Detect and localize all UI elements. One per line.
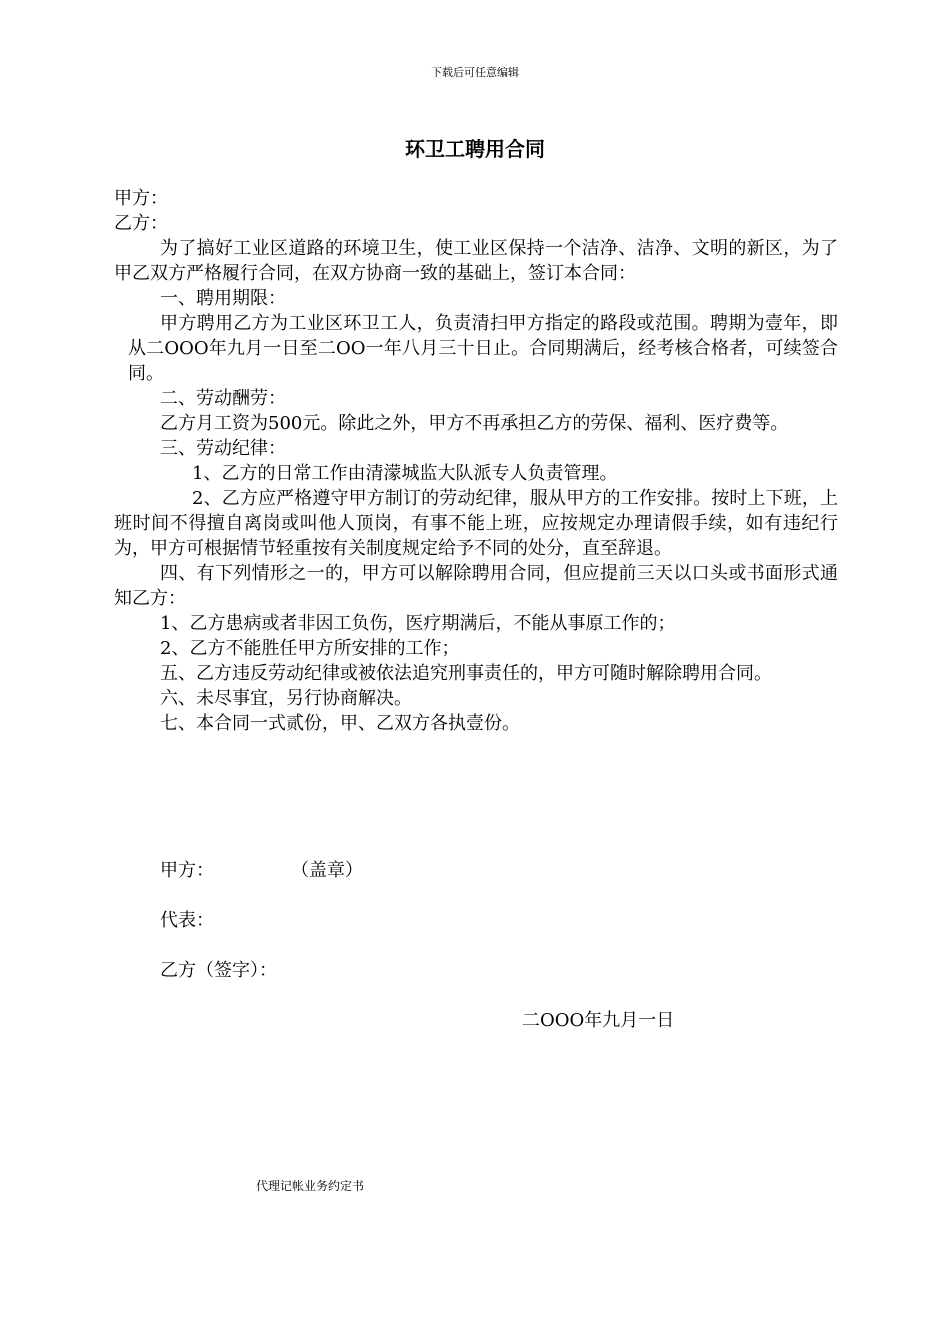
seal-note: （盖章） (300, 860, 363, 881)
section4-item1: 1、乙方患病或者非因工负伤，医疗期满后，不能从事原工作的； (160, 613, 676, 634)
section6-paragraph: 六、未尽事宜，另行协商解决。 (160, 688, 412, 709)
section3-item2: 2、乙方应严格遵守甲方制订的劳动纪律，服从甲方的工作安排。按时上下班，上班时间不得擅自离岗或叫他人顶岗，有事不能上班，应按规定办理请假手续，如有违纪行为，甲方可根据情节轻重按有关制度规定给予不同的处分，直至辞退。 (114, 488, 838, 559)
party-b-line: 乙方： (114, 213, 168, 234)
party-a-line: 甲方： (114, 188, 168, 209)
section5-paragraph: 五、乙方违反劳动纪律或被依法追究刑事责任的，甲方可随时解除聘用合同。 (160, 663, 772, 684)
document-title: 环卫工聘用合同 (405, 137, 545, 161)
section4-heading: 四、有下列情形之一的，甲方可以解除聘用合同，但应提前三天以口头或书面形式通知乙方： (114, 563, 838, 609)
footer-note: 代理记帐业务约定书 (256, 1179, 365, 1193)
section1-heading: 一、聘用期限： (160, 288, 286, 309)
party-b-signature-line: 乙方（签字）： (160, 960, 277, 981)
party-a-signature-label: 甲方： (160, 860, 214, 881)
section2-body: 乙方月工资为500元。除此之外，甲方不再承担乙方的劳保、福利、医疗费等。 (160, 413, 789, 434)
party-a-signature-line (160, 858, 363, 883)
signing-date: 二OOO年九月一日 (522, 1010, 675, 1031)
section2-heading: 二、劳动酬劳： (160, 388, 286, 409)
section3-heading: 三、劳动纪律： (160, 438, 286, 459)
section4-item2: 2、乙方不能胜任甲方所安排的工作； (160, 638, 460, 659)
section1-body: 甲方聘用乙方为工业区环卫工人，负责清扫甲方指定的路段或范围。聘期为壹年，即从二OOO年九月一日至二OO一年八月三十日止。合同期满后，经考核合格者，可续签合同。 (128, 313, 838, 384)
contract-body (114, 186, 838, 736)
section3-item1: 1、乙方的日常工作由清濛城监大队派专人负责管理。 (192, 463, 618, 484)
intro-paragraph: 为了搞好工业区道路的环境卫生，使工业区保持一个洁净、洁净、文明的新区，为了甲乙双方严格履行合同，在双方协商一致的基础上，签订本合同： (114, 238, 838, 284)
header-note: 下载后可任意编辑 (431, 66, 519, 79)
representative-line: 代表： (160, 910, 214, 931)
section7-paragraph: 七、本合同一式贰份，甲、乙双方各执壹份。 (160, 713, 520, 734)
